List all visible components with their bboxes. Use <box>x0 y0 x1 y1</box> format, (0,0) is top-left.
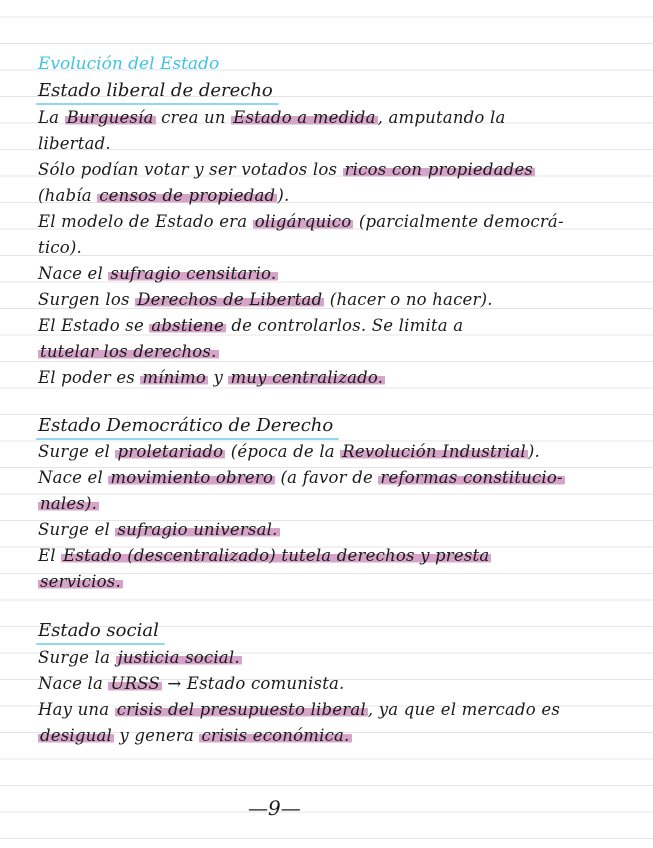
note-line <box>38 160 535 179</box>
section-heading <box>38 620 159 643</box>
highlighted-text: Estado a medida <box>233 108 376 127</box>
note-line <box>38 316 463 335</box>
note-text: , ya que el mercado es <box>367 700 561 719</box>
note-text: Surgen los <box>38 290 136 309</box>
highlighted-text: Estado (descentralizado) tutela derechos y presta <box>63 546 490 565</box>
heading-underline <box>36 438 339 440</box>
highlighted-text: censos de propiedad <box>99 186 276 205</box>
note-line <box>38 726 352 745</box>
highlighted-text: mínimo <box>142 368 207 387</box>
highlighted-text: movimiento obrero <box>110 468 274 487</box>
note-line <box>38 290 493 309</box>
note-line <box>38 572 123 591</box>
note-line <box>38 264 278 283</box>
heading-underline <box>36 103 279 105</box>
highlighted-text: reformas constitucio- <box>380 468 563 487</box>
note-text: de controlarlos. Se limita a <box>225 316 464 335</box>
note-text: Surge la <box>38 648 116 667</box>
note-line <box>38 342 219 361</box>
note-line <box>38 520 280 539</box>
highlighted-text: ricos con propiedades <box>344 160 534 179</box>
note-text: (época de la <box>225 442 341 461</box>
highlighted-text: crisis económica. <box>201 726 350 745</box>
note-line <box>38 368 385 387</box>
highlighted-text: servicios. <box>40 572 121 591</box>
highlighted-text: abstiene <box>151 316 224 335</box>
note-text: Sólo podían votar y ser votados los <box>38 160 343 179</box>
highlighted-text: proletariado <box>117 442 224 461</box>
note-line <box>38 212 564 231</box>
note-text: El Estado se <box>38 316 150 335</box>
note-text: libertad. <box>38 134 111 153</box>
note-text: (había <box>38 186 98 205</box>
section-heading <box>38 80 273 103</box>
highlighted-text: sufragio censitario. <box>110 264 277 283</box>
section-heading <box>38 415 333 438</box>
note-text: y genera <box>113 726 200 745</box>
section-heading-text: Estado liberal de derecho <box>38 80 273 101</box>
note-text: crea un <box>155 108 232 127</box>
highlighted-text: URSS <box>110 674 160 693</box>
page-title: Evolución del Estado <box>38 54 220 74</box>
note-text: tico). <box>38 238 82 257</box>
section-heading-text: Estado Democrático de Derecho <box>38 415 334 436</box>
heading-underline <box>36 643 165 645</box>
highlighted-text: justicia social. <box>117 648 240 667</box>
note-text: Surge el <box>38 442 116 461</box>
note-text: ). <box>527 442 540 461</box>
note-text: → Estado comunista. <box>161 674 345 693</box>
note-line <box>38 700 560 719</box>
highlighted-text: muy centralizado. <box>230 368 384 387</box>
note-text: , amputando la <box>377 108 506 127</box>
highlighted-text: oligárquico <box>254 212 352 231</box>
highlighted-text: sufragio universal. <box>117 520 278 539</box>
note-line <box>38 674 345 693</box>
note-text: La <box>38 108 65 127</box>
note-text: y <box>208 368 229 387</box>
note-line <box>38 546 491 565</box>
note-line <box>38 468 565 487</box>
note-line <box>38 648 242 667</box>
note-text: Hay una <box>38 700 115 719</box>
note-line <box>38 186 289 205</box>
note-text: Nace la <box>38 674 109 693</box>
note-text: (a favor de <box>275 468 379 487</box>
note-text: (parcialmente democrá- <box>353 212 564 231</box>
note-text: ). <box>277 186 290 205</box>
highlighted-text: crisis del presupuesto liberal <box>116 700 366 719</box>
note-text: (hacer o no hacer). <box>324 290 493 309</box>
note-line <box>38 442 540 461</box>
section-heading-text: Estado social <box>38 620 159 641</box>
highlighted-text: desigual <box>40 726 112 745</box>
note-text: El <box>38 546 62 565</box>
note-text: Surge el <box>38 520 116 539</box>
highlighted-text: Burguesía <box>66 108 154 127</box>
highlighted-text: tutelar los derechos. <box>40 342 217 361</box>
page-number: —9— <box>248 796 301 820</box>
note-line <box>38 238 82 257</box>
note-line <box>38 108 506 127</box>
note-text: Nace el <box>38 468 109 487</box>
note-text: El poder es <box>38 368 141 387</box>
highlighted-text: Derechos de Libertad <box>137 290 323 309</box>
note-line <box>38 494 99 513</box>
note-text: Nace el <box>38 264 109 283</box>
note-text: El modelo de Estado era <box>38 212 253 231</box>
highlighted-text: Revolución Industrial <box>342 442 526 461</box>
note-line <box>38 134 111 153</box>
highlighted-text: nales). <box>40 494 98 513</box>
